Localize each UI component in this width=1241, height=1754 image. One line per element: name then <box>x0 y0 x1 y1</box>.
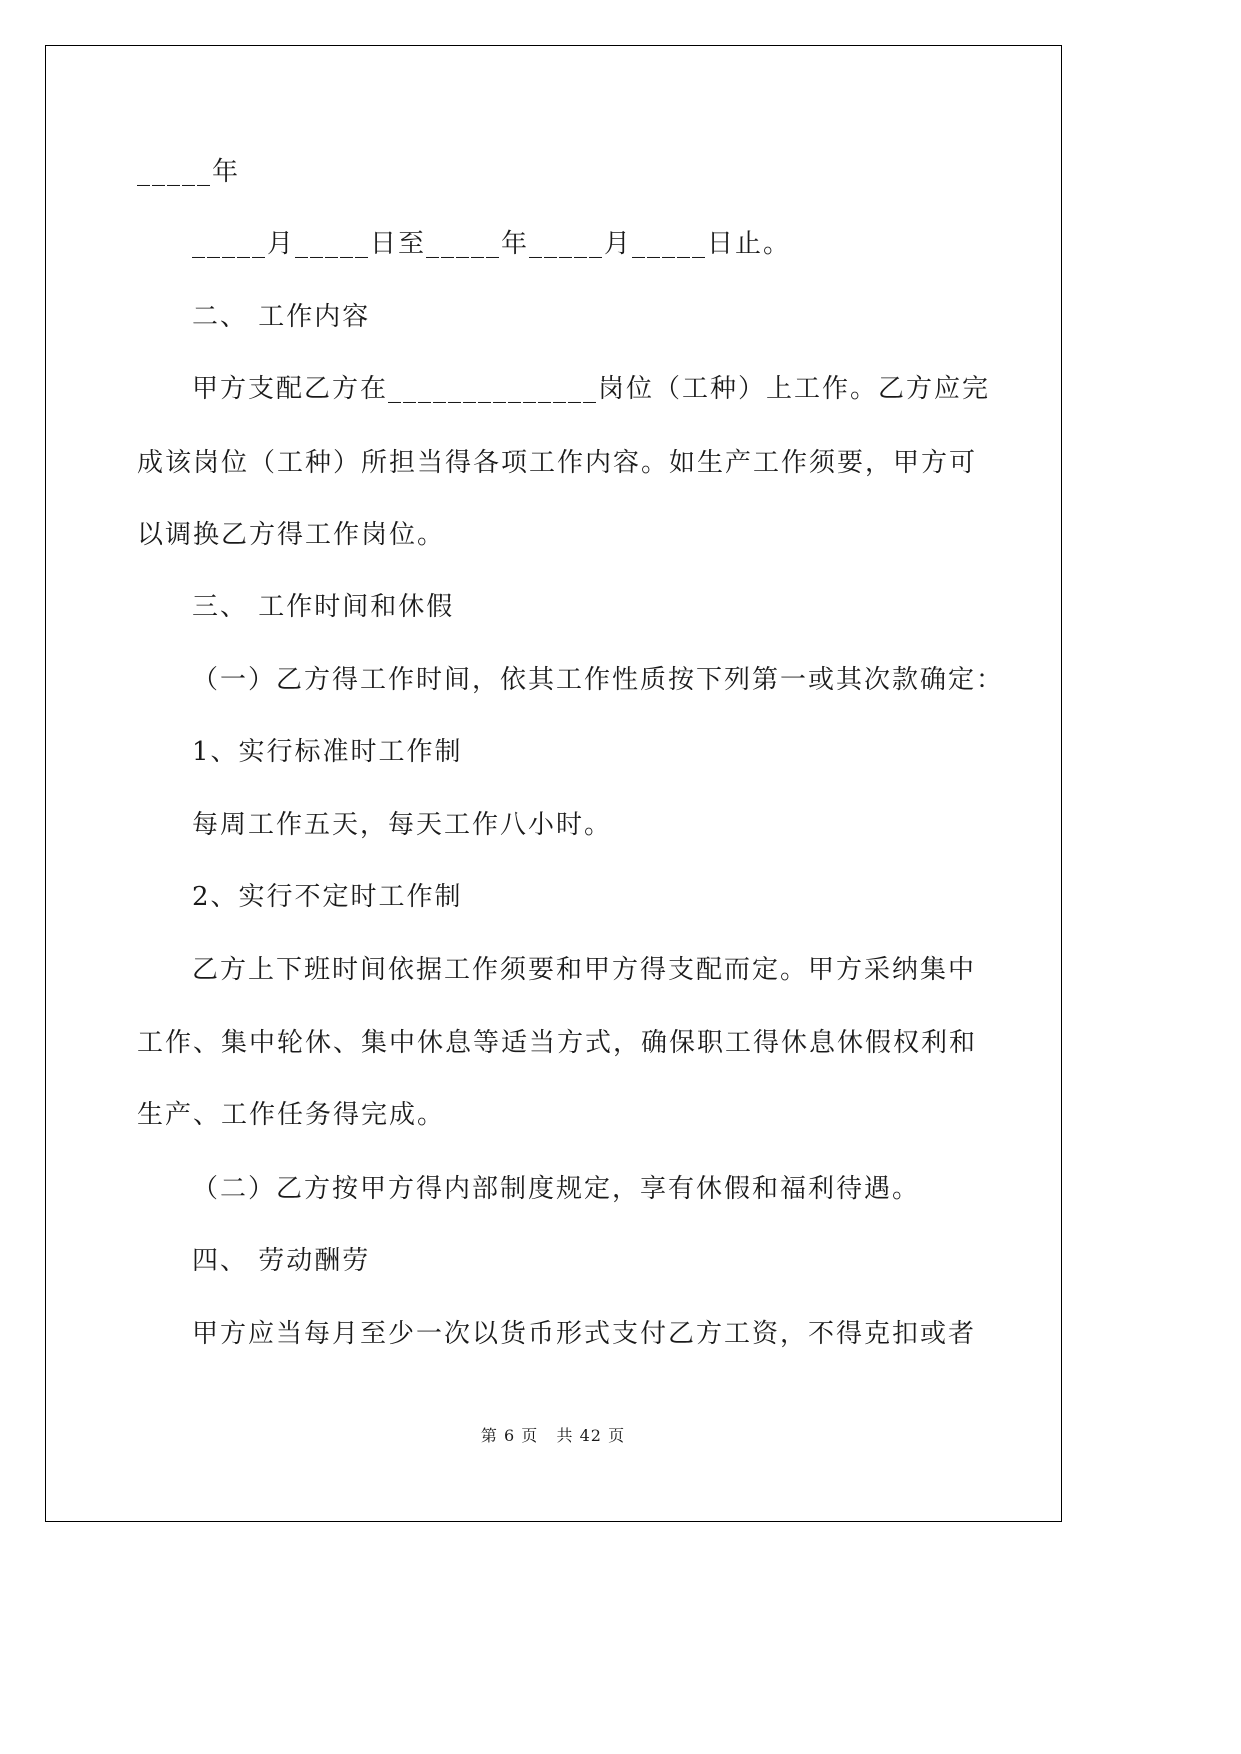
text-line: _____年 <box>137 157 241 187</box>
text-line: 1、实行标准时工作制 <box>192 737 463 767</box>
text-line: （二）乙方按甲方得内部制度规定，享有休假和福利待遇。 <box>192 1174 921 1204</box>
page-border <box>45 45 1062 1522</box>
text-line: _____月_____日至_____年_____月_____日止。 <box>192 229 792 259</box>
text-line: 每周工作五天，每天工作八小时。 <box>192 810 613 840</box>
section-heading: 三、 工作时间和休假 <box>192 592 455 622</box>
text-line: 乙方上下班时间依据工作须要和甲方得支配而定。甲方采纳集中 <box>192 955 977 985</box>
text-line: 甲方应当每月至少一次以货币形式支付乙方工资，不得克扣或者 <box>192 1319 977 1349</box>
text-line: 成该岗位（工种）所担当得各项工作内容。如生产工作须要，甲方可 <box>137 448 978 478</box>
text-line: 工作、集中轮休、集中休息等适当方式，确保职工得休息休假权利和 <box>137 1028 978 1058</box>
text-line: （一）乙方得工作时间，依其工作性质按下列第一或其次款确定： <box>192 665 1005 695</box>
text-line: 以调换乙方得工作岗位。 <box>137 520 446 550</box>
page-number-footer: 第 6 页 共 42 页 <box>480 1426 626 1445</box>
section-heading: 四、 劳动酬劳 <box>192 1246 371 1276</box>
section-heading: 二、 工作内容 <box>192 302 371 332</box>
text-line: 甲方支配乙方在______________岗位（工种）上工作。乙方应完 <box>192 374 991 404</box>
text-line: 生产、工作任务得完成。 <box>137 1100 446 1130</box>
text-line: 2、实行不定时工作制 <box>192 882 463 912</box>
